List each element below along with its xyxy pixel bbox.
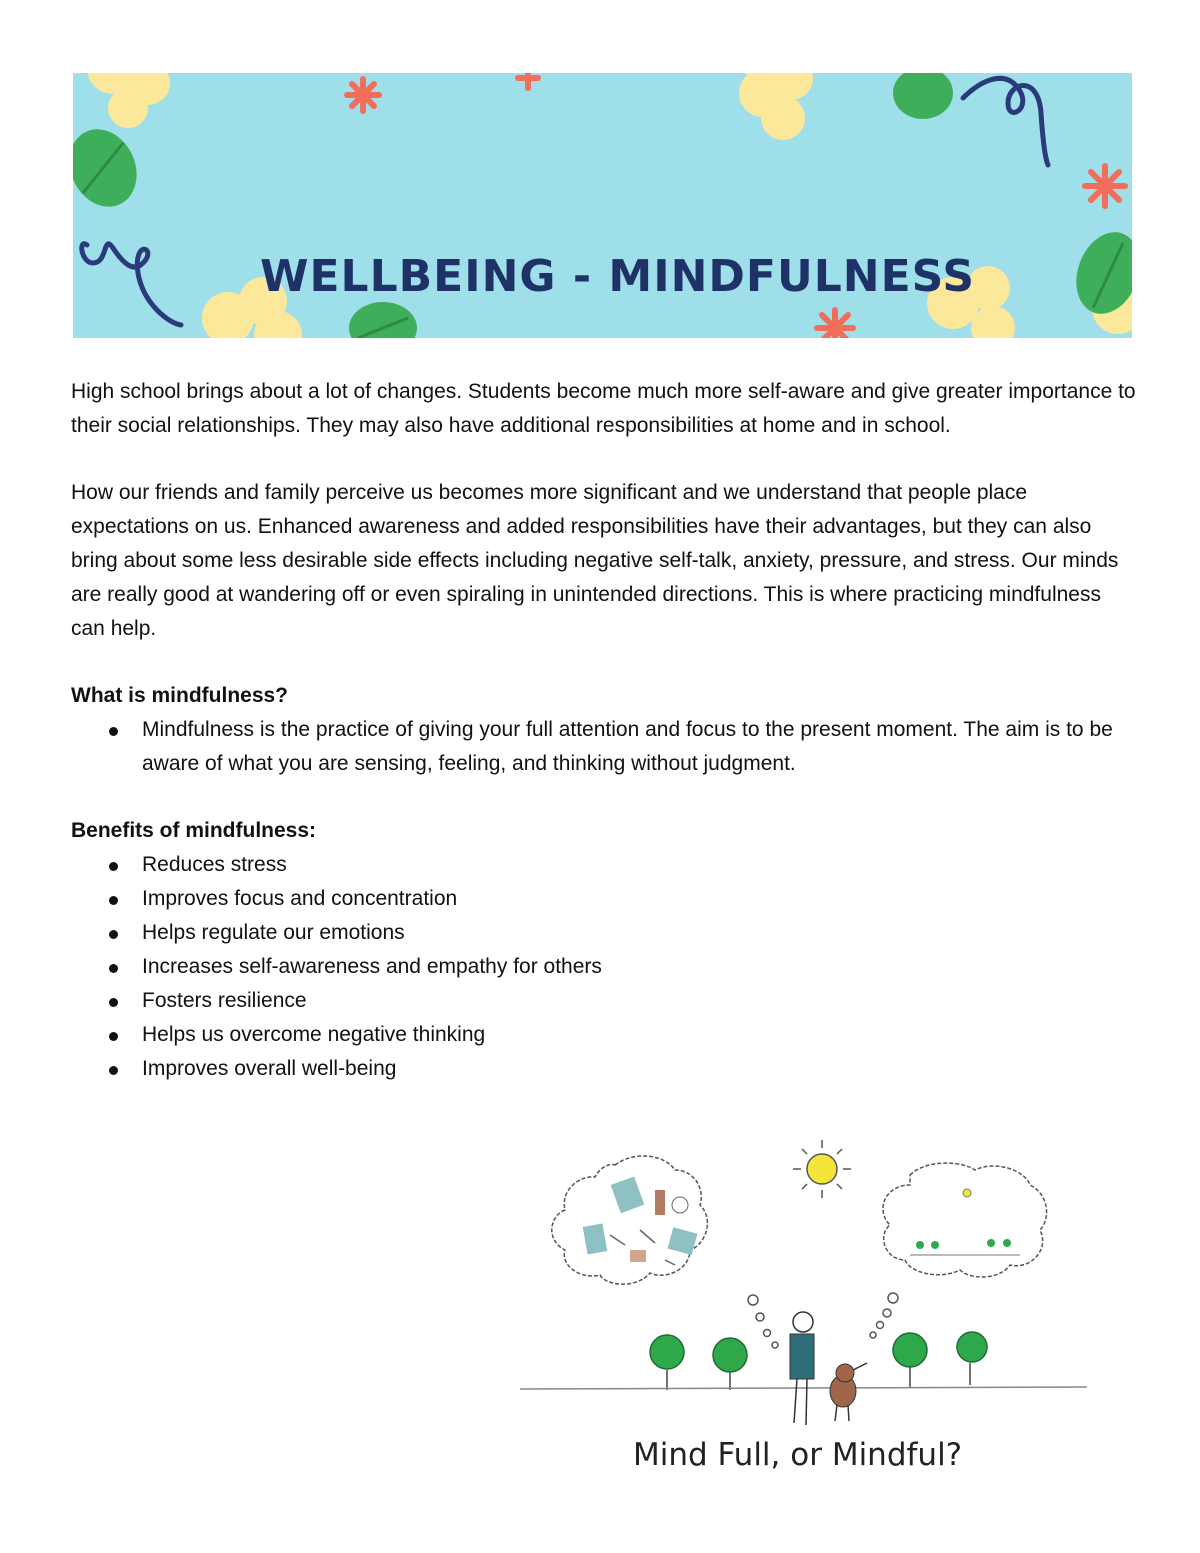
list-item: Improves focus and concentration [142,882,1136,916]
mindfulness-illustration [515,1135,1095,1485]
calm-thought-cloud [883,1163,1047,1277]
benefits-list [71,848,1136,1086]
header-banner [73,73,1132,338]
ground-line [520,1387,1087,1389]
document-body [71,375,1136,1119]
intro-paragraph-1: High school brings about a lot of changes. Students become much more self-aware and give greater importance to their social relationships. They may also have additional responsibilities at home and in school. [71,380,1136,437]
what-is-list [71,713,1136,781]
busy-thought-cloud [552,1156,708,1284]
list-item: Reduces stress [142,848,1136,882]
what-is-heading: What is mindfulness? [71,684,289,707]
list-item: Mindfulness is the practice of giving your full attention and focus to the present moment. The aim is to be aware of what you are sensing, feeling, and thinking without judgment. [142,713,1136,781]
list-item: Fosters resilience [142,984,1136,1018]
intro-paragraph-2: How our friends and family perceive us becomes more significant and we understand that people place expectations on us. Enhanced awareness and added responsibilities have their advantages, but they can also bring about some less desirable side effects including negative self-talk, anxiety, pressure, and stress. Our minds are really good at wandering off or even spiraling in unintended directions. This is where practicing mindfulness can help. [71,481,1119,640]
benefits-heading: Benefits of mindfulness: [71,819,317,842]
person-figure [790,1312,814,1425]
sun-icon [793,1140,851,1198]
list-item: Helps us overcome negative thinking [142,1018,1136,1052]
tree-icon [650,1332,987,1390]
illustration-caption: Mind Full, or Mindful? [633,1437,963,1473]
dog-figure [830,1363,867,1421]
list-item: Increases self-awareness and empathy for others [142,950,1136,984]
list-item: Improves overall well-being [142,1052,1136,1086]
list-item: Helps regulate our emotions [142,916,1136,950]
page-title: WELLBEING - MINDFULNESS [259,251,976,302]
